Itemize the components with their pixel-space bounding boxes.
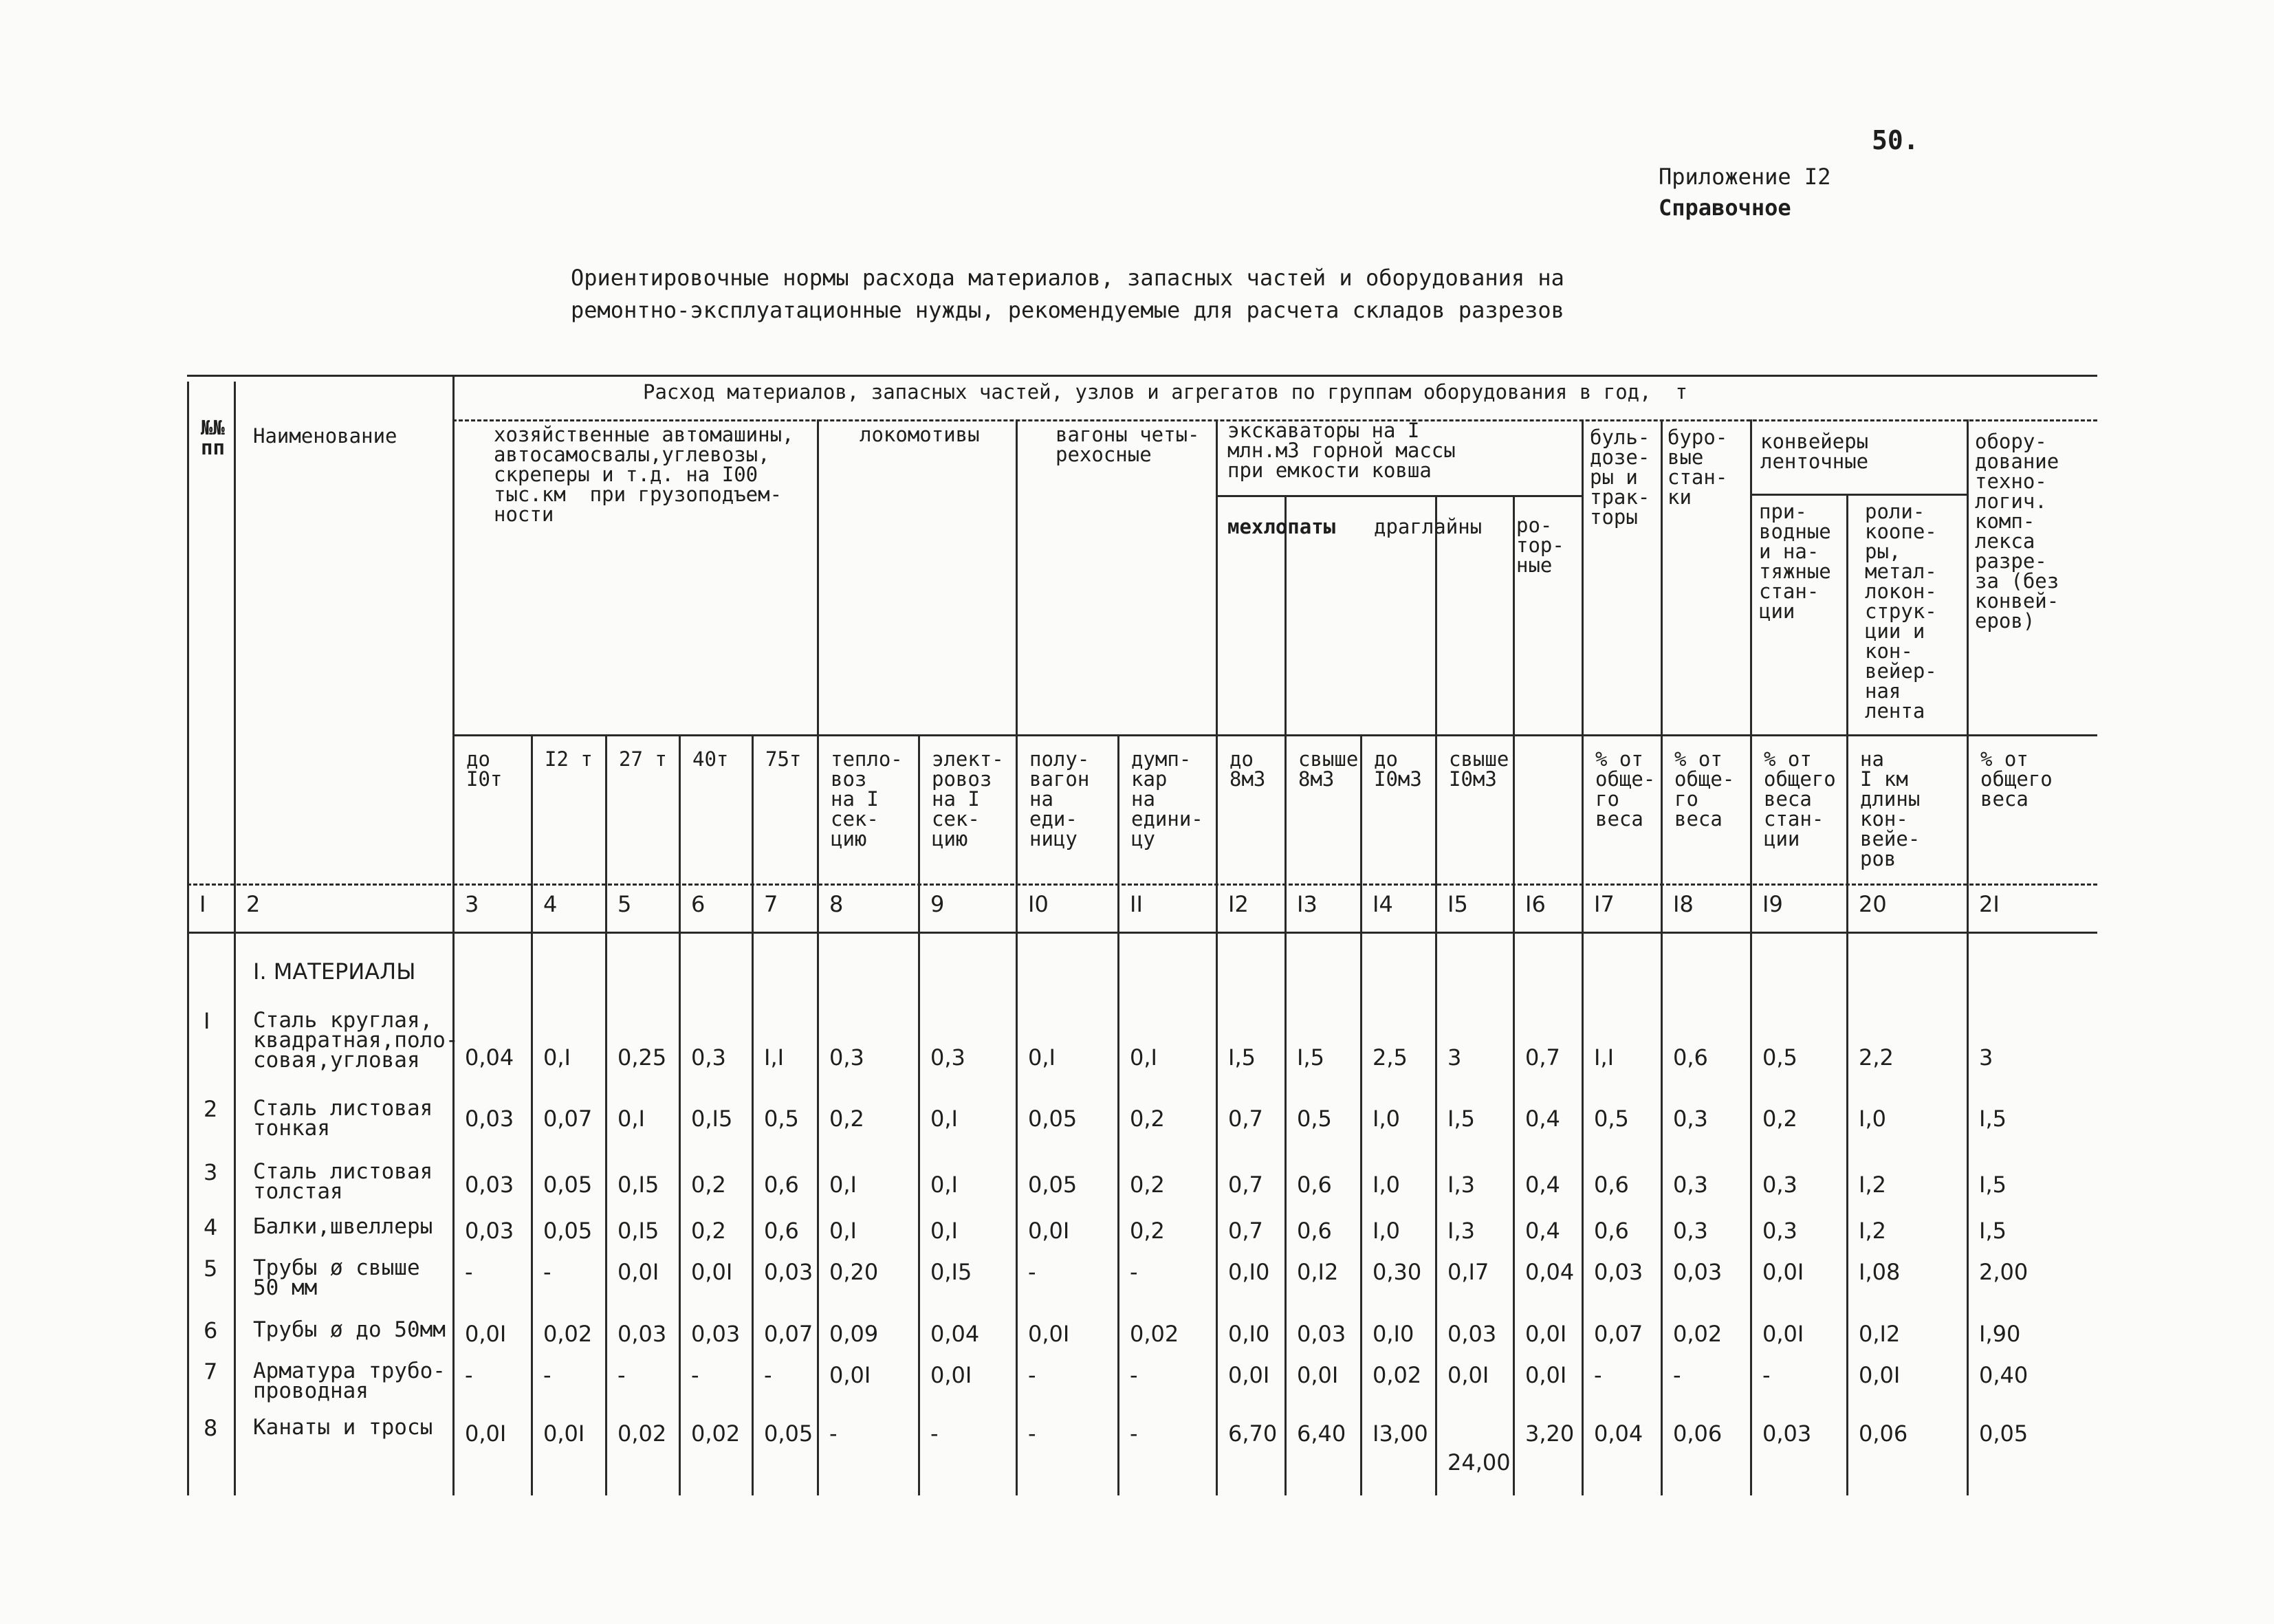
table-cell: 0,0I	[1762, 1321, 1804, 1347]
column-number: I5	[1447, 891, 1468, 917]
row-number: 6	[204, 1317, 218, 1343]
column-number: 7	[764, 891, 778, 917]
table-cell: 0,03	[1594, 1259, 1643, 1285]
table-cell: I,5	[1447, 1106, 1475, 1132]
table-cell: 0,I5	[617, 1218, 659, 1244]
table-rule	[1016, 419, 1018, 1495]
column-header-number: №№ пп	[201, 416, 225, 459]
column-header-locomotives: локомотивы	[860, 423, 980, 446]
row-name: Трубы ø свыше 50 мм	[253, 1255, 420, 1300]
table-rule	[1846, 494, 1848, 1495]
table-cell: 0,5	[1297, 1106, 1332, 1132]
table-cell: 0,05	[764, 1420, 813, 1447]
table-cell: 0,05	[1979, 1420, 2029, 1447]
table-rule	[1750, 419, 1752, 1495]
column-subheader: 40т	[692, 747, 729, 771]
table-cell: -	[691, 1362, 699, 1388]
table-cell: I,5	[1979, 1218, 2007, 1244]
table-cell: I,5	[1297, 1044, 1324, 1071]
table-cell: 0,I	[930, 1106, 958, 1132]
table-cell: 0,I	[930, 1172, 958, 1198]
table-cell: 0,2	[691, 1172, 726, 1198]
table-cell: 0,6	[1594, 1218, 1629, 1244]
table-cell: 0,02	[1673, 1321, 1723, 1347]
table-cell: 0,I5	[617, 1172, 659, 1198]
table-cell: 0,40	[1979, 1362, 2029, 1388]
table-cell: 0,I2	[1859, 1321, 1901, 1347]
table-cell: I,I	[1594, 1044, 1615, 1071]
row-number: I	[204, 1008, 210, 1034]
column-subheader: до I0т	[466, 747, 503, 791]
column-subheader: % от общего веса стан- ции	[1764, 747, 1836, 851]
table-cell: I,3	[1447, 1172, 1475, 1198]
table-cell: 0,04	[1594, 1420, 1643, 1447]
table-cell: 0,03	[1762, 1420, 1812, 1447]
column-subheader: тепло- воз на I сек- цию	[831, 747, 903, 851]
column-subheader: элект- ровоз на I сек- цию	[932, 747, 1004, 851]
table-cell: 0,0I	[1297, 1362, 1339, 1388]
row-name: Трубы ø до 50мм	[253, 1317, 446, 1342]
document-title-line-1: Ориентировочные нормы расхода материалов, запасных частей и оборудования на	[571, 265, 1564, 291]
column-header-wagons: вагоны четы- рехосные	[1056, 423, 1200, 466]
table-cell: 2,5	[1373, 1044, 1408, 1071]
table-cell: -	[1130, 1420, 1138, 1447]
table-rule	[1435, 495, 1437, 1495]
section-title: I. МАТЕРИАЛЫ	[253, 958, 416, 985]
table-cell: 0,5	[1594, 1106, 1629, 1132]
row-name: Сталь круглая, квадратная,поло- совая,угловая	[253, 1008, 459, 1073]
column-header-conveyors: конвейеры ленточные	[1760, 430, 1869, 473]
table-cell: 0,03	[465, 1106, 514, 1132]
table-cell: 0,07	[1594, 1321, 1643, 1347]
table-cell: 0,I5	[691, 1106, 733, 1132]
table-cell: I,5	[1979, 1106, 2007, 1132]
table-cell: 0,0I	[465, 1321, 507, 1347]
table-cell: I,2	[1859, 1218, 1886, 1244]
table-rule	[1284, 495, 1287, 1495]
table-cell: 0,02	[1130, 1321, 1179, 1347]
reference-label: Справочное	[1659, 195, 1791, 221]
table-cell: 0,03	[1447, 1321, 1497, 1347]
table-cell: 3	[1979, 1044, 1993, 1071]
table-rule	[452, 734, 2097, 736]
table-cell: 0,09	[829, 1321, 879, 1347]
table-cell: I,I	[764, 1044, 785, 1071]
table-cell: 0,4	[1525, 1172, 1560, 1198]
table-cell: 0,7	[1228, 1172, 1263, 1198]
table-cell: 0,0I	[930, 1362, 972, 1388]
column-number: 6	[691, 891, 706, 917]
table-rule	[187, 382, 189, 1495]
table-cell: I,0	[1373, 1106, 1400, 1132]
column-header-bulldozers: буль- дозе- ры и трак- торы	[1590, 426, 1650, 529]
table-cell: 0,03	[465, 1172, 514, 1198]
table-rule	[605, 734, 607, 1495]
page-number: 50.	[1872, 125, 1919, 155]
row-name: Сталь листовая тонкая	[253, 1096, 433, 1141]
table-cell: 0,I2	[1297, 1259, 1339, 1285]
table-rule	[1360, 734, 1362, 1495]
table-cell: 0,02	[543, 1321, 593, 1347]
table-cell: 0,5	[764, 1106, 799, 1132]
table-cell: 0,7	[1525, 1044, 1560, 1071]
row-number: 8	[204, 1415, 218, 1441]
table-cell: -	[1673, 1362, 1681, 1388]
table-cell: 0,0I	[543, 1420, 585, 1447]
table-cell: 0,25	[617, 1044, 667, 1071]
table-cell: 0,2	[829, 1106, 864, 1132]
column-number: I4	[1373, 891, 1393, 917]
table-cell: 0,0I	[465, 1420, 507, 1447]
table-cell: 0,05	[1028, 1106, 1078, 1132]
row-number: 4	[204, 1214, 218, 1240]
table-rule	[752, 734, 754, 1495]
table-cell: 0,I5	[930, 1259, 972, 1285]
column-header-shovels: мехлопаты	[1227, 515, 1336, 538]
column-number: I2	[1228, 891, 1249, 917]
table-cell: 0,0I	[1228, 1362, 1270, 1388]
table-cell: -	[930, 1420, 939, 1447]
table-cell: 0,2	[1130, 1218, 1165, 1244]
table-rule	[234, 382, 236, 1495]
table-cell: 0,06	[1859, 1420, 1908, 1447]
table-cell: 0,I7	[1447, 1259, 1489, 1285]
table-cell: -	[764, 1362, 772, 1388]
table-cell: 0,03	[617, 1321, 667, 1347]
table-cell: 0,4	[1525, 1218, 1560, 1244]
table-cell: I3,00	[1373, 1420, 1428, 1447]
table-cell: 0,02	[691, 1420, 741, 1447]
column-subheader: на I км длины кон- вейе- ров	[1860, 747, 1921, 870]
column-subheader: до 8м3	[1229, 747, 1266, 791]
table-rule	[1216, 495, 1582, 497]
table-cell: 0,6	[764, 1172, 799, 1198]
column-number: 2I	[1979, 891, 2000, 917]
table-cell: -	[1028, 1259, 1036, 1285]
table-cell: 0,0I	[1762, 1259, 1804, 1285]
table-cell: 0,0I	[1447, 1362, 1489, 1388]
table-rule	[1582, 419, 1584, 1495]
table-cell: 0,I	[829, 1172, 857, 1198]
row-number: 7	[204, 1359, 218, 1385]
table-rule-dashed	[187, 884, 2097, 886]
column-header-name: Наименование	[253, 424, 397, 448]
appendix-label: Приложение I2	[1659, 164, 1831, 190]
column-subheader: полу- вагон на еди- ницу	[1029, 747, 1090, 851]
table-cell: 0,07	[764, 1321, 813, 1347]
row-name: Сталь листовая толстая	[253, 1159, 433, 1204]
column-number: I8	[1673, 891, 1694, 917]
column-subheader: 75т	[765, 747, 802, 771]
column-subheader: 27 т	[619, 747, 667, 771]
column-header-trucks: хозяйственные автомашины, автосамосвалы,углевозы, скреперы и т.д. на I00 тыс.км при грузоподъем- ности	[494, 423, 794, 526]
table-cell: 0,06	[1673, 1420, 1723, 1447]
table-cell: -	[1130, 1362, 1138, 1388]
table-cell: 0,0I	[1525, 1321, 1567, 1347]
table-cell: 0,I	[829, 1218, 857, 1244]
table-cell: 0,I	[930, 1218, 958, 1244]
table-rule	[817, 419, 819, 1495]
table-cell: 0,3	[1762, 1172, 1797, 1198]
column-subheader: I2 т	[545, 747, 593, 771]
table-cell: 0,6	[1297, 1218, 1332, 1244]
row-name: Арматура трубо- проводная	[253, 1359, 446, 1403]
table-rule	[679, 734, 681, 1495]
table-cell: 0,3	[1762, 1218, 1797, 1244]
table-cell: 0,04	[1525, 1259, 1575, 1285]
table-cell: 0,2	[1130, 1172, 1165, 1198]
table-cell: 0,I0	[1228, 1259, 1270, 1285]
table-cell: -	[543, 1362, 551, 1388]
table-cell: I,08	[1859, 1259, 1901, 1285]
table-cell: 0,02	[1373, 1362, 1422, 1388]
table-cell: 0,6	[764, 1218, 799, 1244]
table-cell: -	[617, 1362, 626, 1388]
table-cell: 0,0I	[1028, 1218, 1070, 1244]
table-cell: 0,0I	[1859, 1362, 1901, 1388]
column-subheader: % от общего веса	[1980, 747, 2053, 811]
table-cell: I,3	[1447, 1218, 1475, 1244]
table-cell: 2,2	[1859, 1044, 1894, 1071]
table-cell: 3	[1447, 1044, 1462, 1071]
table-cell: 0,20	[829, 1259, 879, 1285]
row-number: 5	[204, 1255, 218, 1282]
column-number: 9	[930, 891, 945, 917]
table-cell: 0,05	[543, 1172, 593, 1198]
table-cell: 0,05	[543, 1218, 593, 1244]
table-cell: 0,5	[1762, 1044, 1797, 1071]
table-cell: 0,30	[1373, 1259, 1422, 1285]
column-subheader: до I0м3	[1374, 747, 1422, 791]
column-header-draglines: драглайны	[1374, 515, 1483, 538]
table-cell: 0,I	[617, 1106, 645, 1132]
table-rule	[187, 375, 2097, 377]
table-cell: 0,7	[1228, 1218, 1263, 1244]
table-cell: I,90	[1979, 1321, 2021, 1347]
table-cell: -	[1762, 1362, 1771, 1388]
column-number: 5	[617, 891, 632, 917]
table-cell: 0,0I	[691, 1259, 733, 1285]
table-rule	[187, 932, 2097, 934]
column-header-excavators: экскаваторы на I млн.м3 горной массы при емкости ковша	[1227, 419, 1456, 482]
table-cell: 0,3	[829, 1044, 864, 1071]
column-number: 3	[465, 891, 479, 917]
table-cell: 0,02	[617, 1420, 667, 1447]
table-rule	[1661, 419, 1663, 1495]
table-cell: -	[543, 1259, 551, 1285]
table-cell: 0,07	[543, 1106, 593, 1132]
column-header-drills: буро- вые стан- ки	[1668, 426, 1728, 509]
table-cell: 0,2	[1130, 1106, 1165, 1132]
table-cell: 0,0I	[829, 1362, 871, 1388]
table-cell: 0,4	[1525, 1106, 1560, 1132]
column-subheader: думп- кар на едини- цу	[1131, 747, 1203, 851]
column-number: I7	[1594, 891, 1615, 917]
table-cell: 0,0I	[1028, 1321, 1070, 1347]
table-rule	[1967, 419, 1969, 1495]
table-cell: 0,I0	[1373, 1321, 1414, 1347]
column-number: I0	[1028, 891, 1049, 917]
table-cell: 0,03	[764, 1259, 813, 1285]
table-cell: 0,2	[1762, 1106, 1797, 1132]
table-cell: 24,00	[1447, 1449, 1511, 1475]
table-cell: 0,2	[691, 1218, 726, 1244]
column-number: 20	[1859, 891, 1887, 917]
column-number: 2	[246, 891, 261, 917]
column-number: 8	[829, 891, 844, 917]
column-subheader: свыше 8м3	[1298, 747, 1359, 791]
table-cell: 0,3	[691, 1044, 726, 1071]
table-cell: 0,7	[1228, 1106, 1263, 1132]
table-cell: -	[829, 1420, 838, 1447]
table-cell: -	[1130, 1259, 1138, 1285]
table-cell: 3,20	[1525, 1420, 1575, 1447]
table-cell: 0,I	[1130, 1044, 1157, 1071]
table-rule	[1750, 494, 1967, 496]
table-cell: 2,00	[1979, 1259, 2029, 1285]
table-cell: 0,0I	[1525, 1362, 1567, 1388]
column-header-rotary: ро- тор- ные	[1516, 514, 1564, 577]
column-number: I	[199, 891, 206, 917]
group-heading: Расход материалов, запасных частей, узлов и агрегатов по группам оборудования в год, т	[643, 380, 1687, 404]
table-cell: -	[1594, 1362, 1602, 1388]
document-title-line-2: ремонтно-эксплуатационные нужды, рекомендуемые для расчета складов разрезов	[571, 297, 1564, 323]
column-subheader: свыше I0м3	[1449, 747, 1509, 791]
table-cell: I,0	[1859, 1106, 1886, 1132]
table-cell: I,5	[1979, 1172, 2007, 1198]
table-cell: 0,3	[1673, 1172, 1708, 1198]
table-cell: -	[465, 1259, 473, 1285]
table-rule	[531, 734, 533, 1495]
column-number: 4	[543, 891, 558, 917]
table-cell: 0,6	[1594, 1172, 1629, 1198]
table-cell: I,5	[1228, 1044, 1256, 1071]
table-cell: 0,0I	[617, 1259, 659, 1285]
column-header-drive-stations: при- водные и на- тяжные стан- ции	[1759, 500, 1831, 623]
table-rule	[1513, 495, 1515, 1495]
table-cell: -	[1028, 1420, 1036, 1447]
table-cell: 0,3	[930, 1044, 965, 1071]
table-cell: 0,I	[1028, 1044, 1056, 1071]
column-header-tech-complex: обору- дование техно- логич. комп- лекса разре- за (без конвей- еров)	[1975, 430, 2059, 633]
table-cell: 0,I0	[1228, 1321, 1270, 1347]
table-cell: 0,6	[1297, 1172, 1332, 1198]
table-rule	[1117, 734, 1119, 1495]
column-subheader: % от обще- го веса	[1595, 747, 1656, 831]
table-rule	[1216, 419, 1218, 1495]
table-cell: 0,03	[1673, 1259, 1723, 1285]
row-number: 2	[204, 1096, 218, 1122]
column-number: II	[1130, 891, 1143, 917]
column-number: I3	[1297, 891, 1318, 917]
table-cell: 6,70	[1228, 1420, 1278, 1447]
table-cell: 0,05	[1028, 1172, 1078, 1198]
row-name: Канаты и тросы	[253, 1415, 433, 1440]
table-cell: -	[465, 1362, 473, 1388]
table-cell: 0,04	[930, 1321, 980, 1347]
column-number: I9	[1762, 891, 1783, 917]
table-rule	[918, 734, 920, 1495]
table-cell: 0,I	[543, 1044, 571, 1071]
table-cell: -	[1028, 1362, 1036, 1388]
column-subheader: % от обще- го веса	[1674, 747, 1735, 831]
table-cell: I,2	[1859, 1172, 1886, 1198]
table-cell: 0,6	[1673, 1044, 1708, 1071]
table-cell: 0,03	[465, 1218, 514, 1244]
row-name: Балки,швеллеры	[253, 1214, 433, 1239]
table-rule	[452, 375, 455, 1495]
row-number: 3	[204, 1159, 218, 1185]
table-cell: 6,40	[1297, 1420, 1346, 1447]
table-cell: 0,3	[1673, 1218, 1708, 1244]
table-cell: I,0	[1373, 1218, 1400, 1244]
table-cell: 0,04	[465, 1044, 514, 1071]
column-header-rollers: роли- коопе- ры, метал- локон- струк- ции и кон- вейер- ная лента	[1865, 500, 1937, 723]
table-cell: 0,3	[1673, 1106, 1708, 1132]
column-number: I6	[1525, 891, 1546, 917]
table-cell: 0,03	[1297, 1321, 1346, 1347]
table-cell: I,0	[1373, 1172, 1400, 1198]
table-cell: 0,03	[691, 1321, 741, 1347]
